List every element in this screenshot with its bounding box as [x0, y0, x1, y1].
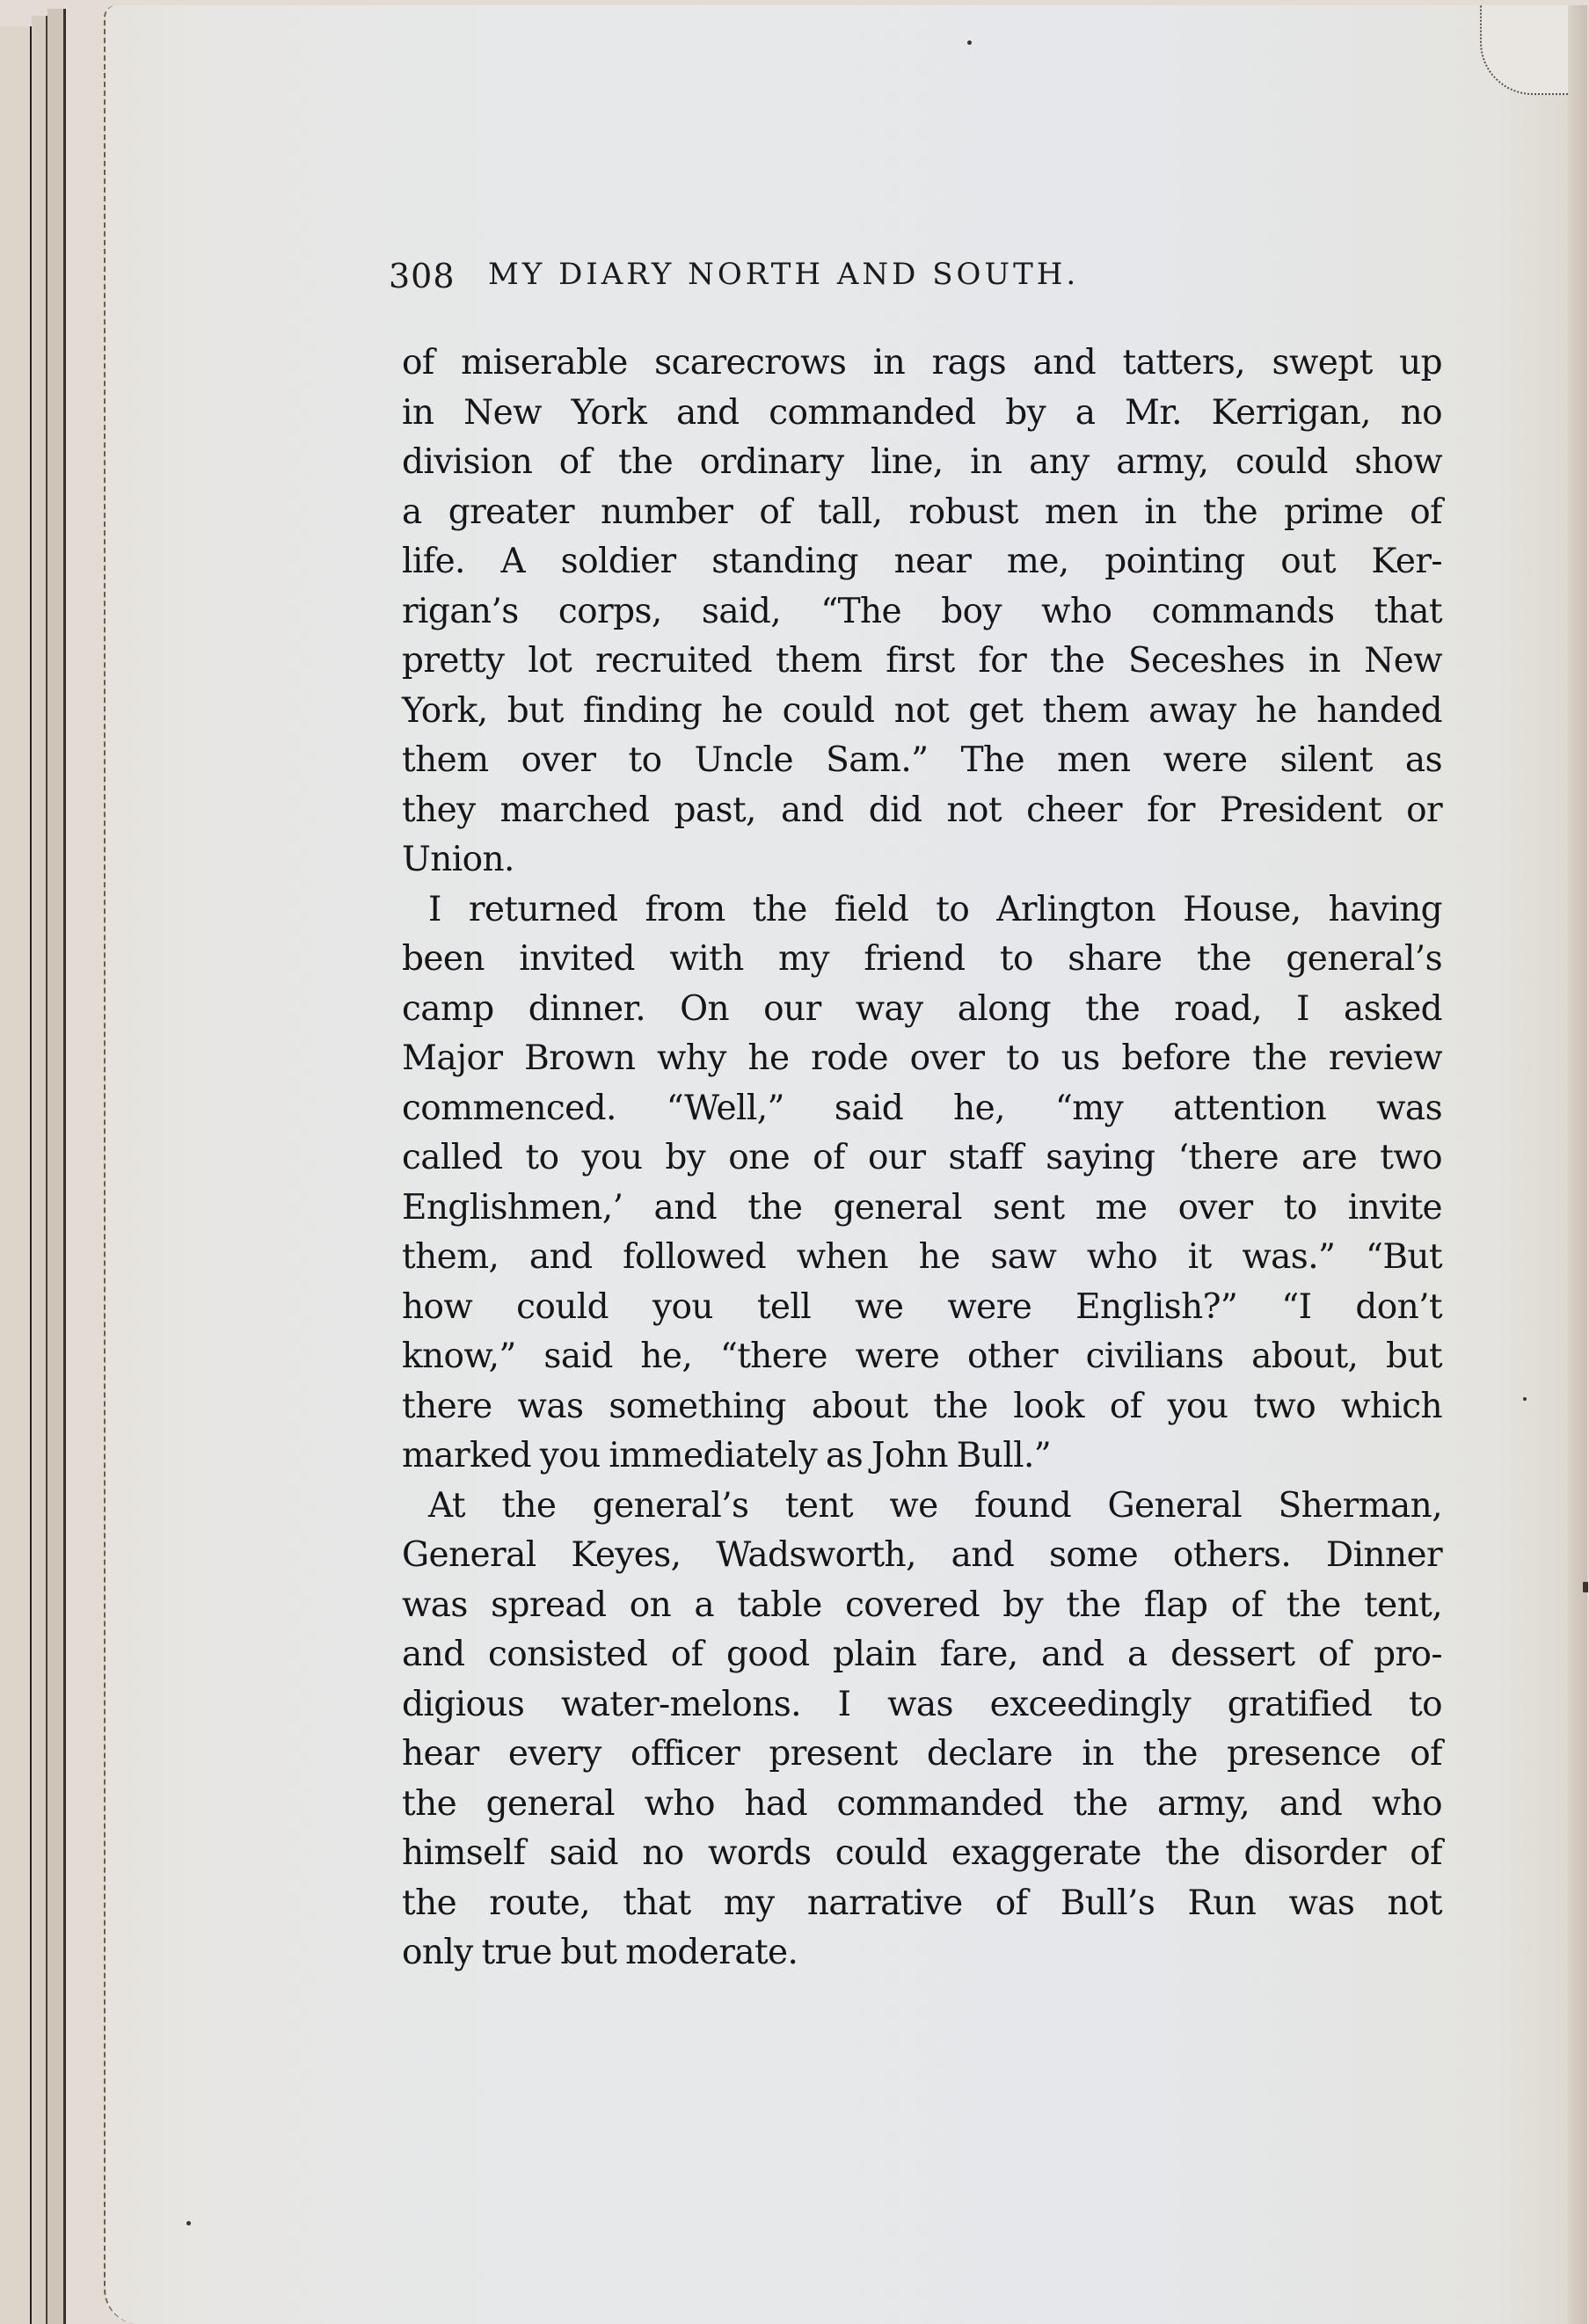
ink-speck [967, 40, 972, 45]
text-line: been invited with my friend to share the general’s [402, 939, 1442, 979]
text-line: hear every officer present declare in the presence of [402, 1734, 1442, 1774]
text-line: the general who had commanded the army, and who [402, 1783, 1442, 1824]
paragraph [402, 1482, 1442, 1978]
text-line: a greater number of tall, robust men in the prime of [402, 492, 1442, 532]
text-line: and consisted of good plain fare, and a dessert of pro- [402, 1635, 1442, 1674]
paragraph [402, 885, 1442, 1482]
page-stack-edge [32, 16, 48, 2324]
text-line: life. A soldier standing near me, pointing out Ker- [402, 542, 1442, 581]
text-line: At the general’s tent we found General Sherman, [428, 1485, 1442, 1526]
ink-speck [1523, 1397, 1527, 1401]
text-line: marked you immediately as John Bull.” [402, 1436, 1052, 1475]
text-line: know,” said he, “there were other civilians about, but [402, 1337, 1442, 1376]
page-stack-edge [47, 9, 66, 2324]
paragraph [402, 339, 1442, 885]
text-line: only true but moderate. [402, 1933, 798, 1972]
text-line: called to you by one of our staff saying ‘there are two [402, 1138, 1442, 1177]
ink-speck [1583, 1582, 1588, 1592]
text-line: there was something about the look of you two which [402, 1386, 1442, 1426]
running-header [389, 257, 1453, 301]
body-text [402, 339, 1442, 1978]
page-number: 308 [389, 257, 456, 295]
text-line: them, and followed when he saw who it was.” “But [402, 1237, 1442, 1277]
text-line: York, but finding he could not get them away he handed [402, 690, 1442, 731]
text-line: Englishmen,’ and the general sent me over to invite [402, 1187, 1442, 1228]
text-line: the route, that my narrative of Bull’s Run was not [402, 1883, 1442, 1923]
text-line: them over to Uncle Sam.” The men were silent as [402, 740, 1442, 780]
ink-speck [186, 2221, 191, 2226]
text-line: pretty lot recruited them first for the Seceshes in New [402, 641, 1442, 681]
text-line: of miserable scarecrows in rags and tatters, swept up [402, 343, 1442, 382]
text-line: how could you tell we were English?” “I don’t [402, 1286, 1442, 1327]
text-line: Union. [402, 840, 514, 879]
text-line: was spread on a table covered by the flap of the tent, [402, 1585, 1442, 1625]
text-line: I returned from the field to Arlington House, having [428, 889, 1442, 929]
text-line: himself said no words could exaggerate the disorder of [402, 1833, 1442, 1873]
page-right-edge [1568, 5, 1587, 2324]
text-line: rigan’s corps, said, “The boy who commands that [402, 591, 1442, 631]
text-line: camp dinner. On our way along the road, I asked [402, 988, 1442, 1029]
text-line: digious water-melons. I was exceedingly gratified to [402, 1684, 1442, 1724]
text-line: they marched past, and did not cheer for President or [402, 790, 1442, 830]
text-line: General Keyes, Wadsworth, and some others. Dinner [402, 1535, 1442, 1575]
text-line: in New York and commanded by a Mr. Kerrigan, no [402, 392, 1442, 433]
text-line: Major Brown why he rode over to us before the review [402, 1038, 1442, 1078]
text-line: commenced. “Well,” said he, “my attention was [402, 1088, 1442, 1128]
text-line: division of the ordinary line, in any army, could show [402, 442, 1442, 482]
page-stack-edge [0, 26, 34, 2324]
running-title: MY DIARY NORTH AND SOUTH. [488, 257, 1080, 292]
